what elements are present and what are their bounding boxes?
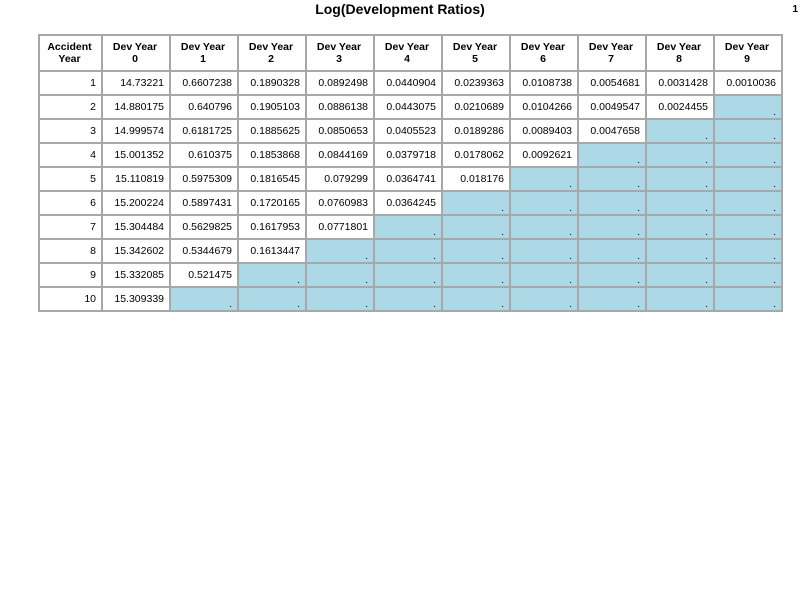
column-header-dev-year-0 [102,35,170,71]
ratio-cell: 0.0210689 [442,95,510,119]
missing-cell: . [578,167,646,191]
missing-cell: . [646,119,714,143]
table-row [39,287,782,311]
missing-cell: . [714,263,782,287]
column-header-accident-year [39,35,102,71]
missing-cell: . [646,167,714,191]
ratio-cell: 0.0089403 [510,119,578,143]
column-header-line: 2 [268,53,274,65]
accident-year-cell: 9 [39,263,102,287]
missing-cell: . [714,287,782,311]
column-header-line: 8 [676,53,682,65]
ratio-cell: 0.1885625 [238,119,306,143]
missing-cell: . [578,287,646,311]
missing-cell: . [306,263,374,287]
ratio-cell: 0.0054681 [578,71,646,95]
ratio-cell: 0.521475 [170,263,238,287]
ratio-cell: 0.0850653 [306,119,374,143]
ratio-cell: 0.0405523 [374,119,442,143]
missing-cell: . [646,191,714,215]
table-body [39,71,782,311]
missing-cell: . [578,191,646,215]
ratio-cell: 0.0024455 [646,95,714,119]
column-header-line: Dev Year [656,41,702,53]
table-row [39,263,782,287]
accident-year-cell: 8 [39,239,102,263]
ratio-cell: 0.0049547 [578,95,646,119]
missing-cell: . [510,191,578,215]
ratio-cell: 0.0108738 [510,71,578,95]
column-header-line: 4 [404,53,410,65]
missing-cell: . [442,191,510,215]
missing-cell: . [714,215,782,239]
table-row [39,95,782,119]
missing-cell: . [646,239,714,263]
table-row [39,239,782,263]
ratio-cell: 0.0379718 [374,143,442,167]
ratio-cell: 0.0443075 [374,95,442,119]
missing-cell: . [578,263,646,287]
ratio-cell: 0.0239363 [442,71,510,95]
development-ratio-table [38,34,783,312]
ratio-cell: 0.0760983 [306,191,374,215]
missing-cell: . [646,143,714,167]
column-header-line: Dev Year [520,41,566,53]
accident-year-cell: 1 [39,71,102,95]
ratio-cell: 15.304484 [102,215,170,239]
missing-cell: . [510,287,578,311]
page-number: 1 [792,4,798,15]
ratio-cell: 0.0844169 [306,143,374,167]
missing-cell: . [714,95,782,119]
accident-year-cell: 6 [39,191,102,215]
ratio-cell: 0.0092621 [510,143,578,167]
ratio-cell: 14.880175 [102,95,170,119]
ratio-cell: 15.001352 [102,143,170,167]
column-header-line: 0 [132,53,138,65]
missing-cell: . [170,287,238,311]
ratio-cell: 0.0031428 [646,71,714,95]
column-header-line: 3 [336,53,342,65]
missing-cell: . [442,239,510,263]
column-header-line: Dev Year [112,41,158,53]
missing-cell: . [646,263,714,287]
table-row [39,119,782,143]
ratio-cell: 0.5975309 [170,167,238,191]
ratio-cell: 0.0047658 [578,119,646,143]
ratio-cell: 0.6607238 [170,71,238,95]
column-header-dev-year-4 [374,35,442,71]
ratio-cell: 14.73221 [102,71,170,95]
missing-cell: . [578,239,646,263]
ratio-cell: 0.0892498 [306,71,374,95]
column-header-line: Dev Year [384,41,430,53]
column-header-line: Dev Year [316,41,362,53]
ratio-cell: 0.5344679 [170,239,238,263]
table-header [39,35,782,71]
column-header-dev-year-5 [442,35,510,71]
column-header-line: Dev Year [588,41,634,53]
missing-cell: . [510,215,578,239]
ratio-cell: 14.999574 [102,119,170,143]
column-header-line: 9 [744,53,750,65]
table-row [39,191,782,215]
accident-year-cell: 7 [39,215,102,239]
missing-cell: . [578,215,646,239]
ratio-cell: 0.0104266 [510,95,578,119]
ratio-cell: 0.0364245 [374,191,442,215]
accident-year-cell: 5 [39,167,102,191]
missing-cell: . [714,239,782,263]
column-header-line: Dev Year [180,41,226,53]
ratio-cell: 0.1890328 [238,71,306,95]
column-header-dev-year-1 [170,35,238,71]
column-header-dev-year-9 [714,35,782,71]
accident-year-cell: 3 [39,119,102,143]
table-row [39,143,782,167]
ratio-cell: 0.0010036 [714,71,782,95]
missing-cell: . [578,143,646,167]
missing-cell: . [306,287,374,311]
ratio-cell: 0.5897431 [170,191,238,215]
ratio-cell: 0.079299 [306,167,374,191]
missing-cell: . [510,263,578,287]
column-header-line: 1 [200,53,206,65]
ratio-cell: 0.1613447 [238,239,306,263]
column-header-line: 7 [608,53,614,65]
column-header-line: Year [58,53,81,65]
missing-cell: . [306,239,374,263]
ratio-cell: 0.0440904 [374,71,442,95]
missing-cell: . [510,239,578,263]
column-header-line: Dev Year [248,41,294,53]
ratio-cell: 0.1816545 [238,167,306,191]
missing-cell: . [374,263,442,287]
column-header-line: Dev Year [452,41,498,53]
column-header-line: 6 [540,53,546,65]
ratio-cell: 0.0189286 [442,119,510,143]
page-title: Log(Development Ratios) [315,1,485,17]
missing-cell: . [238,263,306,287]
ratio-cell: 0.0886138 [306,95,374,119]
accident-year-cell: 10 [39,287,102,311]
ratio-cell: 0.1853868 [238,143,306,167]
table-row [39,215,782,239]
ratio-cell: 0.1905103 [238,95,306,119]
ratio-cell: 15.309339 [102,287,170,311]
ratio-cell: 0.640796 [170,95,238,119]
column-header-dev-year-6 [510,35,578,71]
missing-cell: . [442,215,510,239]
accident-year-cell: 4 [39,143,102,167]
missing-cell: . [510,167,578,191]
column-header-line: Dev Year [724,41,770,53]
column-header-line: 5 [472,53,478,65]
missing-cell: . [646,287,714,311]
ratio-cell: 0.6181725 [170,119,238,143]
missing-cell: . [442,287,510,311]
header-row [39,35,782,71]
ratio-cell: 0.1617953 [238,215,306,239]
ratio-cell: 0.1720165 [238,191,306,215]
table-row [39,167,782,191]
ratio-cell: 0.610375 [170,143,238,167]
ratio-cell: 15.332085 [102,263,170,287]
accident-year-cell: 2 [39,95,102,119]
ratio-cell: 0.0364741 [374,167,442,191]
ratio-cell: 0.5629825 [170,215,238,239]
column-header-dev-year-2 [238,35,306,71]
column-header-dev-year-8 [646,35,714,71]
missing-cell: . [714,167,782,191]
column-header-line: Accident [47,41,92,53]
table-row [39,71,782,95]
missing-cell: . [374,239,442,263]
column-header-dev-year-7 [578,35,646,71]
missing-cell: . [374,215,442,239]
ratio-cell: 15.342602 [102,239,170,263]
column-header-dev-year-3 [306,35,374,71]
missing-cell: . [442,263,510,287]
missing-cell: . [238,287,306,311]
missing-cell: . [714,119,782,143]
ratio-cell: 15.200224 [102,191,170,215]
missing-cell: . [646,215,714,239]
missing-cell: . [714,143,782,167]
ratio-cell: 0.0178062 [442,143,510,167]
ratio-cell: 15.110819 [102,167,170,191]
missing-cell: . [714,191,782,215]
ratio-cell: 0.018176 [442,167,510,191]
ratio-cell: 0.0771801 [306,215,374,239]
missing-cell: . [374,287,442,311]
